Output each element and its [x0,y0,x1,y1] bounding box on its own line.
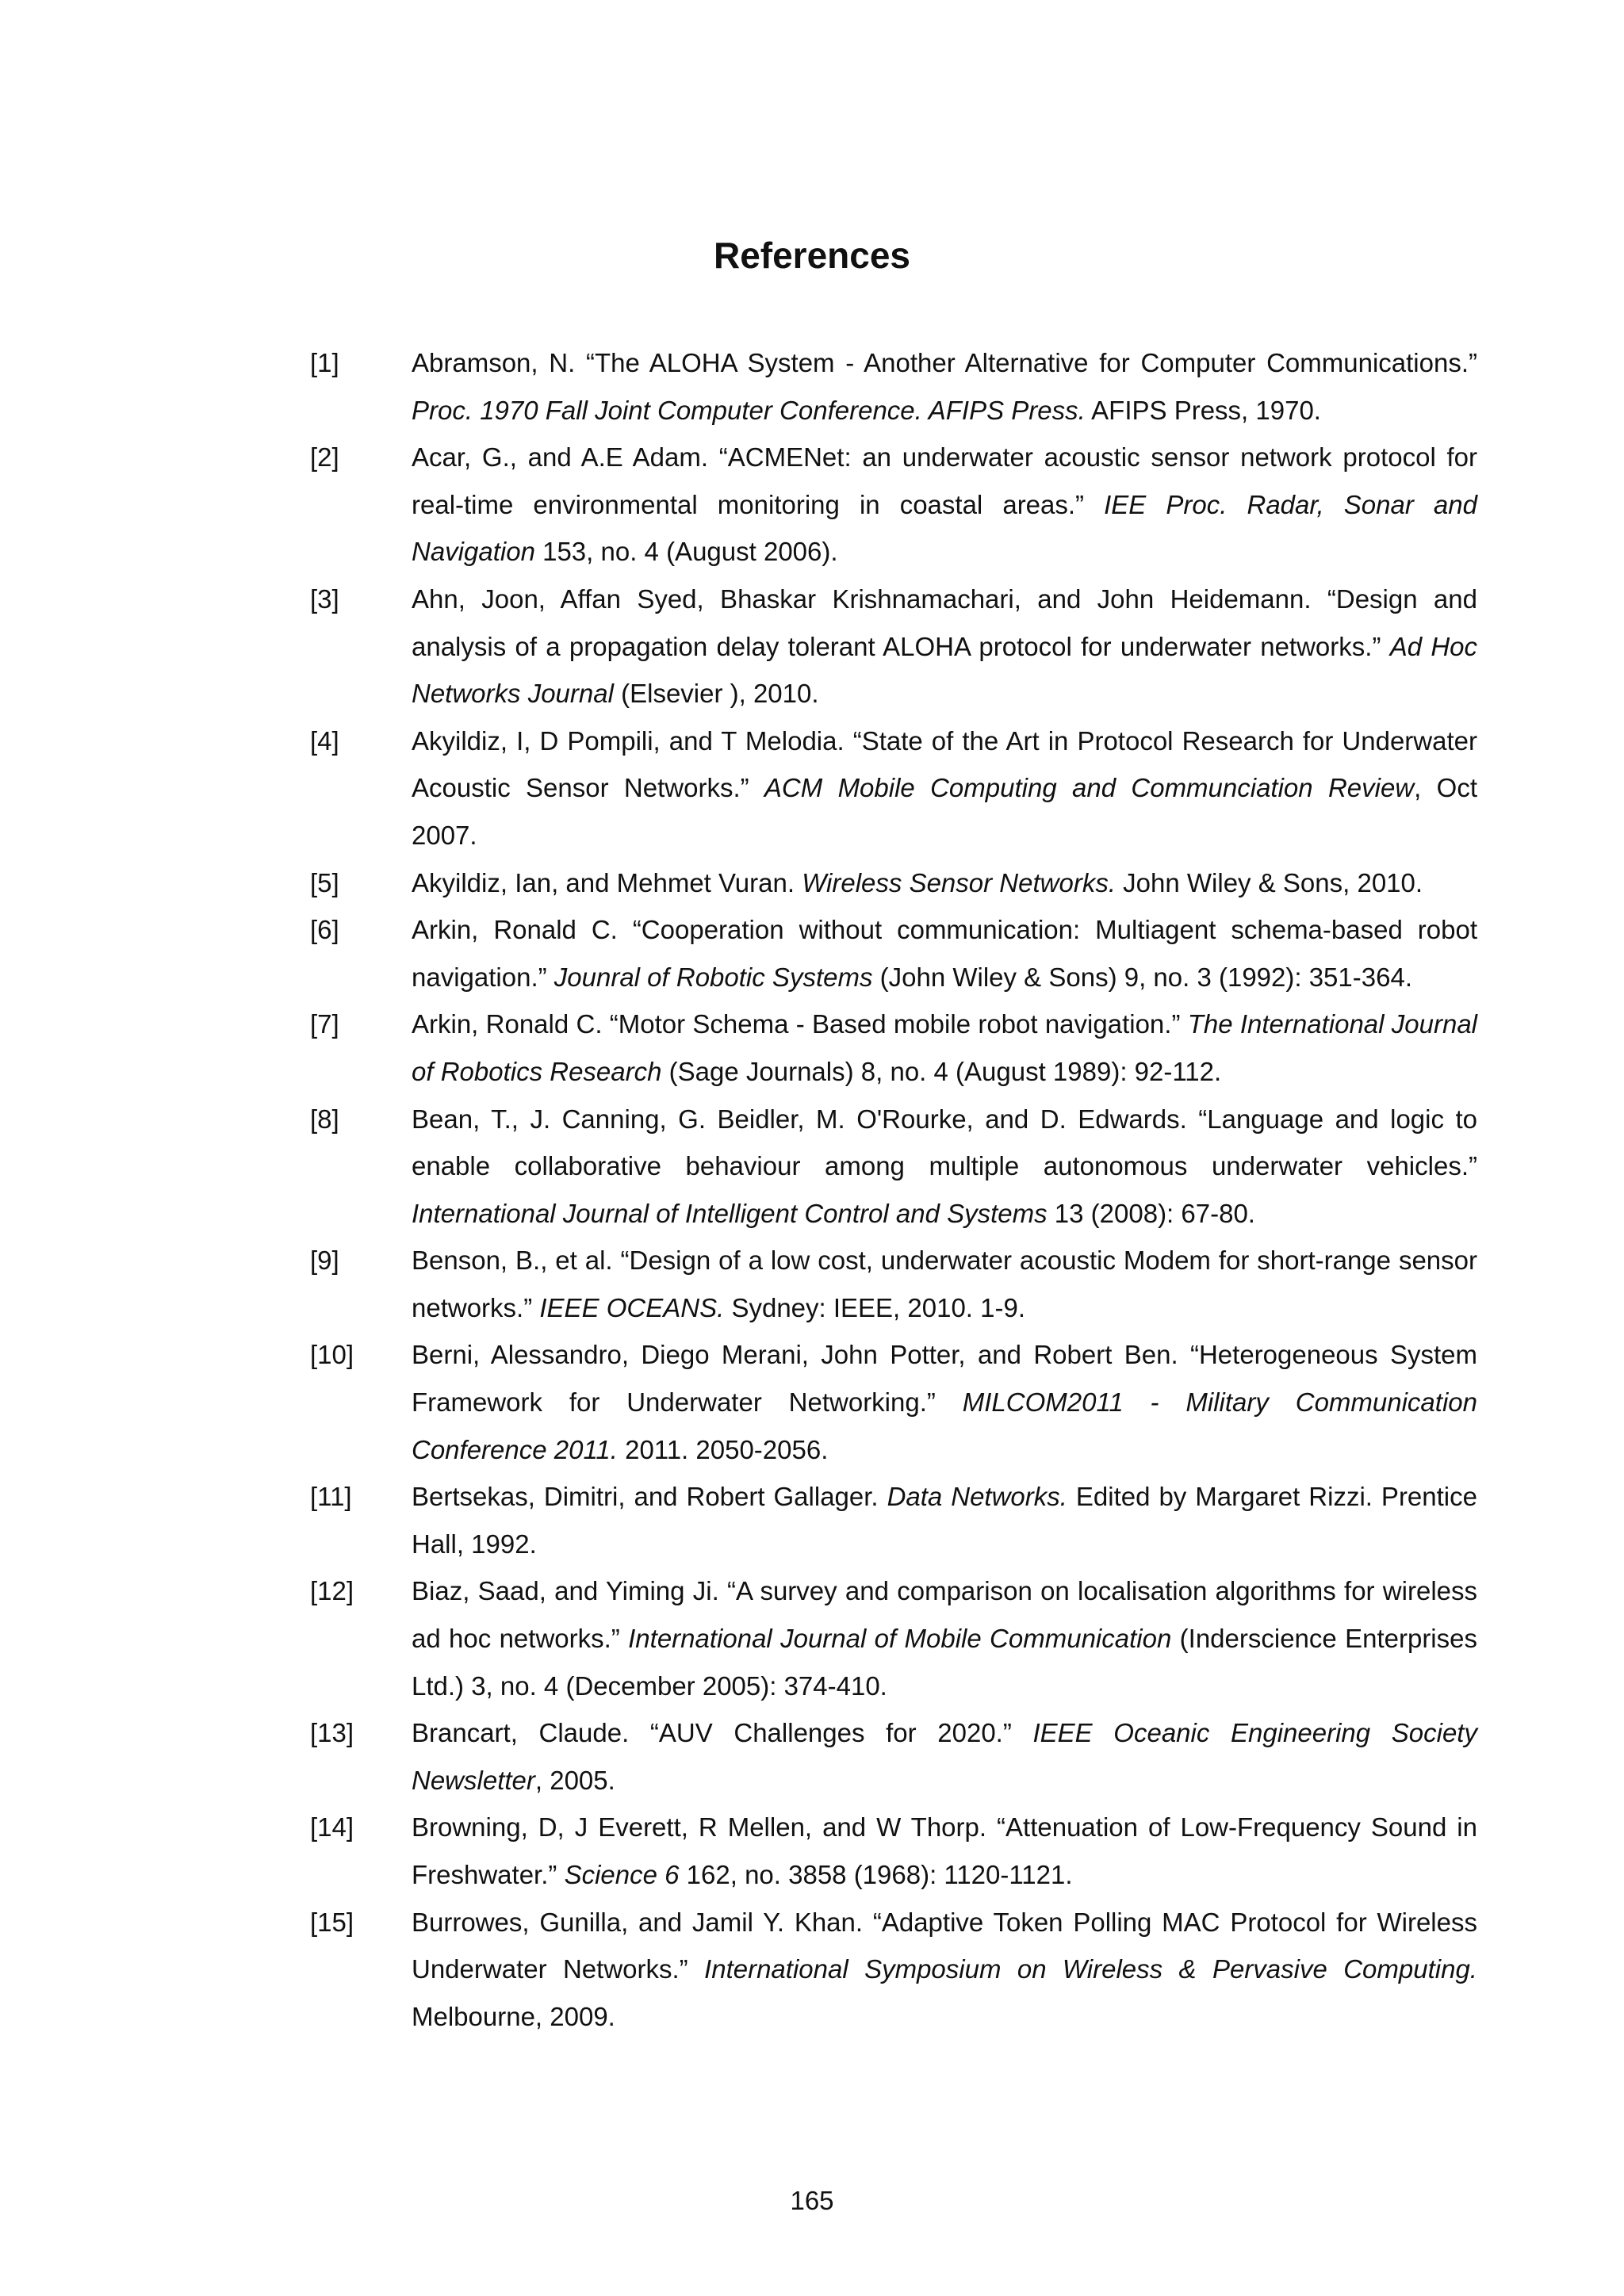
reference-number: [10] [310,1340,354,1370]
reference-source-title: International Journal of Intelligent Control and Systems [412,1198,1048,1228]
reference-source-title: IEEE OCEANS. [539,1292,725,1322]
reference-source-title: IEE Proc. Radar, Sonar and Navigation [412,489,1477,567]
reference-source-title: Wireless Sensor Networks. [802,867,1116,897]
reference-text [412,1482,1477,1559]
reference-number: [6] [310,915,339,945]
reference-text-segment: , 2005. [534,1765,615,1795]
reference-text-segment: Sydney: IEEE, 2010. 1-9. [724,1292,1026,1322]
reference-item [310,1473,1477,1567]
reference-source-title: Proc. 1970 Fall Joint Computer Conference. AFIPS Press. [412,395,1086,425]
reference-text [412,348,1477,425]
reference-text-segment: Browning, D, J Everett, R Mellen, and W Thorp. “Attenuation of Low-Frequency Sound in Freshwater.” [412,1812,1477,1889]
reference-text-segment: , Oct 2007. [412,773,1477,850]
reference-text-segment: Berni, Alessandro, Diego Merani, John Potter, and Robert Ben. “Heterogeneous System Framework for Underwater Networking.” [412,1340,1477,1418]
reference-text-segment: Brancart, Claude. “AUV Challenges for 2020.” [412,1718,1033,1748]
reference-text-segment: AFIPS Press, 1970. [1085,395,1321,425]
reference-text-segment: 2011. 2050-2056. [617,1434,829,1464]
reference-text-segment: 153, no. 4 (August 2006). [534,537,838,567]
reference-text [412,1246,1477,1322]
reference-text-segment: John Wiley & Sons, 2010. [1116,867,1423,897]
reference-text-segment: Arkin, Ronald C. “Motor Schema - Based mobile robot navigation.” [412,1009,1188,1039]
reference-text [412,1340,1477,1464]
reference-text-segment: Bertsekas, Dimitri, and Robert Gallager. [412,1482,887,1512]
reference-item [310,339,1477,434]
reference-text-segment: Akyildiz, I, D Pompili, and T Melodia. “State of the Art in Protocol Research for Underwater Acoustic Sensor Networks.” [412,725,1477,803]
reference-text-segment: 13 (2008): 67-80. [1047,1198,1255,1228]
reference-item [310,1001,1477,1095]
reference-text [412,442,1477,566]
reference-text-segment: Arkin, Ronald C. “Cooperation without communication: Multiagent schema-based robot navigation.” [412,915,1477,992]
reference-list [310,339,1477,2040]
reference-text [412,1812,1477,1889]
reference-number: [1] [310,348,339,377]
page-title: References [713,235,911,276]
reference-item [310,1899,1477,2041]
reference-item [310,1237,1477,1331]
reference-number: [15] [310,1907,354,1937]
reference-item [310,718,1477,859]
reference-text [412,584,1477,708]
reference-number: [3] [310,584,339,614]
reference-text [412,1104,1477,1228]
reference-number: [8] [310,1104,339,1134]
reference-text-segment: Bean, T., J. Canning, G. Beidler, M. O'Rourke, and D. Edwards. “Language and logic to enable collaborative behaviour among multiple autonomous underwater vehicles.” [412,1104,1477,1181]
reference-number: [4] [310,725,339,756]
reference-text-segment: Melbourne, 2009. [412,2001,615,2031]
reference-number: [12] [310,1576,354,1606]
reference-source-title: Ad Hoc Networks Journal [412,631,1478,709]
reference-text-segment: (Inderscience Enterprises Ltd.) 3, no. 4 (December 2005): 374-410. [412,1624,1477,1701]
reference-text [412,1576,1477,1700]
reference-text-segment: (Sage Journals) 8, no. 4 (August 1989): 92-112. [661,1056,1222,1086]
reference-text-segment: 162, no. 3858 (1968): 1120-1121. [679,1860,1073,1889]
reference-source-title: Data Networks. [887,1482,1067,1512]
reference-number: [14] [310,1812,354,1843]
reference-item [310,434,1477,576]
reference-text-segment: Edited by Margaret Rizzi. Prentice Hall, 1992. [412,1482,1477,1559]
reference-text-segment: Akyildiz, Ian, and Mehmet Vuran. [412,867,802,897]
reference-text [412,915,1477,992]
reference-source-title: MILCOM2011 - Military Communication Conference 2011. [412,1387,1477,1464]
reference-source-title: International Symposium on Wireless & Pervasive Computing. [704,1954,1477,1984]
reference-number: [11] [310,1482,352,1512]
reference-text-segment: Acar, G., and A.E Adam. “ACMENet: an underwater acoustic sensor network protocol for real-time environmental monitoring in coastal areas.” [412,442,1477,519]
reference-text-segment: Abramson, N. “The ALOHA System - Another Alternative for Computer Communications.” [412,348,1477,377]
reference-number: [13] [310,1718,354,1748]
reference-text [412,1009,1477,1086]
reference-text-segment: (John Wiley & Sons) 9, no. 3 (1992): 351-364. [872,962,1412,992]
reference-number: [2] [310,442,339,473]
reference-source-title: Science 6 [564,1860,680,1889]
reference-text [412,726,1477,850]
reference-item [310,1567,1477,1709]
reference-item [310,1804,1477,1898]
reference-text-segment: Ahn, Joon, Affan Syed, Bhaskar Krishnamachari, and John Heidemann. “Design and analysis of a propagation delay tolerant ALOHA protocol for underwater networks.” [412,584,1477,661]
reference-number: [7] [310,1009,339,1039]
reference-source-title: The International Journal of Robotics Research [412,1009,1478,1086]
reference-item [310,576,1477,718]
reference-text-segment: Biaz, Saad, and Yiming Ji. “A survey and comparison on localisation algorithms for wireless ad hoc networks.” [412,1576,1477,1654]
reference-source-title: IEEE Oceanic Engineering Society Newsletter [412,1718,1477,1795]
reference-text-segment: Benson, B., et al. “Design of a low cost, underwater acoustic Modem for short-range sensor networks.” [412,1246,1477,1322]
reference-text [412,868,1423,897]
reference-item [310,1096,1477,1238]
reference-item [310,1331,1477,1473]
reference-item [310,906,1477,1001]
reference-source-title: ACM Mobile Computing and Communciation Review [764,773,1415,803]
reference-number: [9] [310,1246,339,1276]
reference-text [412,1908,1477,2031]
page-number: 165 [790,2186,834,2215]
reference-text [412,1718,1477,1795]
reference-source-title: Jounral of Robotic Systems [553,962,873,992]
reference-text-segment: Burrowes, Gunilla, and Jamil Y. Khan. “Adaptive Token Polling MAC Protocol for Wireless Underwater Networks.” [412,1907,1477,1984]
reference-source-title: International Journal of Mobile Communication [628,1624,1172,1654]
reference-item [310,859,1477,907]
reference-text-segment: (Elsevier ), 2010. [613,679,819,709]
reference-item [310,1709,1477,1804]
reference-number: [5] [310,867,339,897]
